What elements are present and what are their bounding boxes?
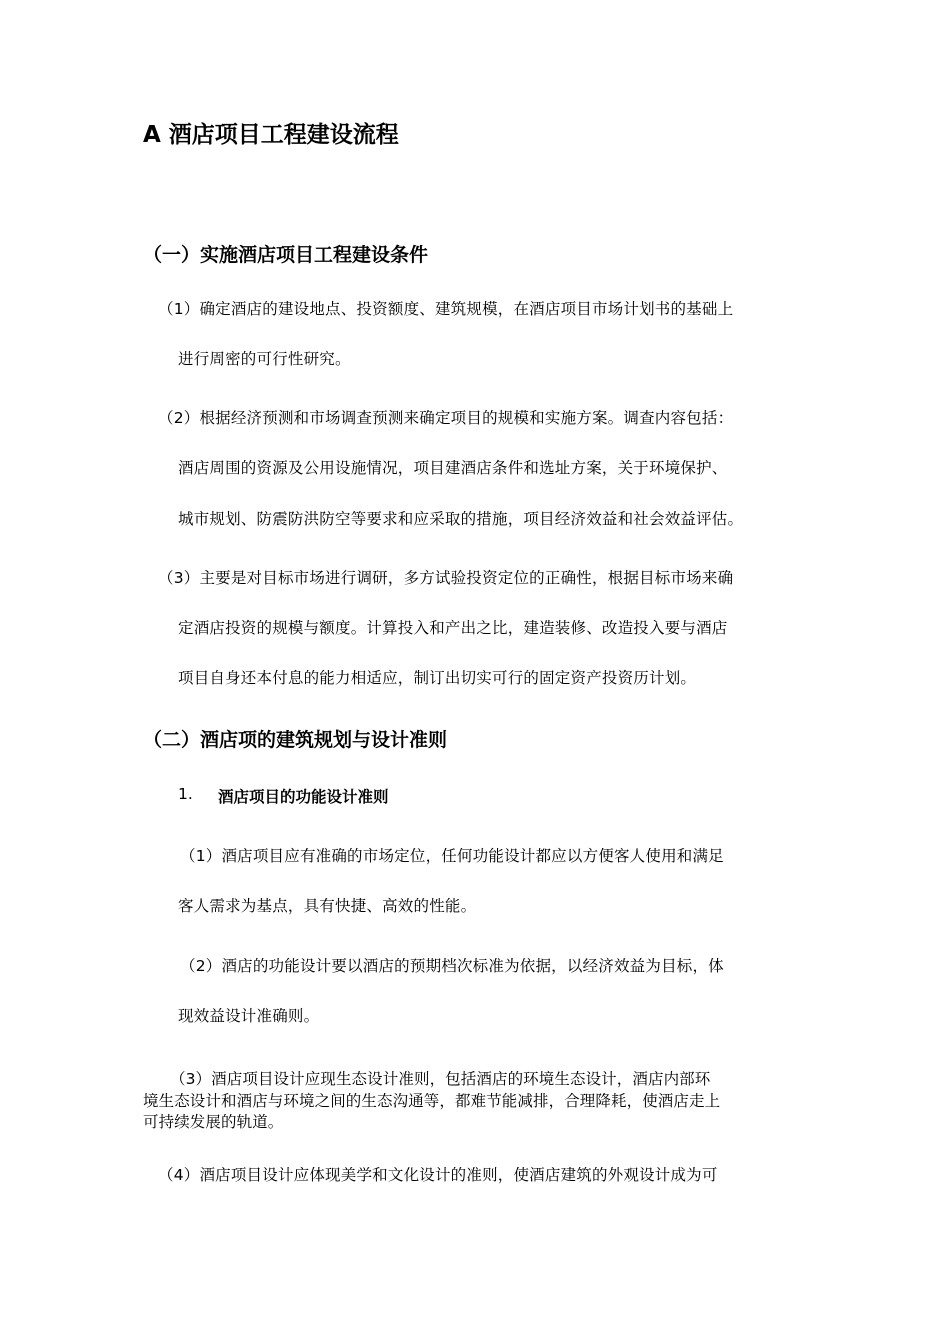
- paragraph-line: 城市规划、防震防洪防空等要求和应采取的措施，项目经济效益和社会效益评估。: [178, 510, 744, 528]
- paragraph-line: （1）酒店项目应有准确的市场定位，任何功能设计都应以方便客人使用和满足: [180, 847, 724, 865]
- paragraph-line: 可持续发展的轨道。: [143, 1113, 284, 1131]
- paragraph-line: （2）根据经济预测和市场调查预测来确定项目的规模和实施方案。调查内容包括：: [158, 409, 734, 427]
- subheading-label: 酒店项目的功能设计准则: [218, 788, 389, 806]
- paragraph-line: （2）酒店的功能设计要以酒店的预期档次标准为依据，以经济效益为目标，体: [180, 957, 724, 975]
- paragraph-line: 项目自身还本付息的能力相适应，制订出切实可行的固定资产投资历计划。: [178, 669, 697, 687]
- paragraph-line: 客人需求为基点，具有快捷、高效的性能。: [178, 897, 477, 915]
- document-title: A 酒店项目工程建设流程: [143, 122, 399, 148]
- paragraph-line: 酒店周围的资源及公用设施情况，项目建酒店条件和选址方案，关于环境保护、: [178, 459, 728, 477]
- subheading-number: 1.: [178, 785, 193, 803]
- paragraph-line: （3）酒店项目设计应现生态设计准则，包括酒店的环境生态设计，酒店内部环: [170, 1070, 711, 1088]
- paragraph-line: （1）确定酒店的建设地点、投资额度、建筑规模，在酒店项目市场计划书的基础上: [158, 300, 734, 318]
- section1-heading: （一）实施酒店项目工程建设条件: [143, 244, 429, 266]
- paragraph-line: 现效益设计准确则。: [178, 1007, 320, 1025]
- paragraph-line: （4）酒店项目设计应体现美学和文化设计的准则，使酒店建筑的外观设计成为可: [158, 1166, 718, 1184]
- paragraph-line: 境生态设计和酒店与环境之间的生态沟通等，都难节能减排，合理降耗，使酒店走上: [143, 1092, 721, 1110]
- paragraph-line: 定酒店投资的规模与额度。计算投入和产出之比，建造装修、改造投入要与酒店: [178, 619, 728, 637]
- paragraph-line: 进行周密的可行性研究。: [178, 350, 351, 368]
- section2-heading: （二）酒店项的建筑规划与设计准则: [143, 729, 448, 751]
- paragraph-line: （3）主要是对目标市场进行调研，多方试验投资定位的正确性，根据目标市场来确: [158, 569, 734, 587]
